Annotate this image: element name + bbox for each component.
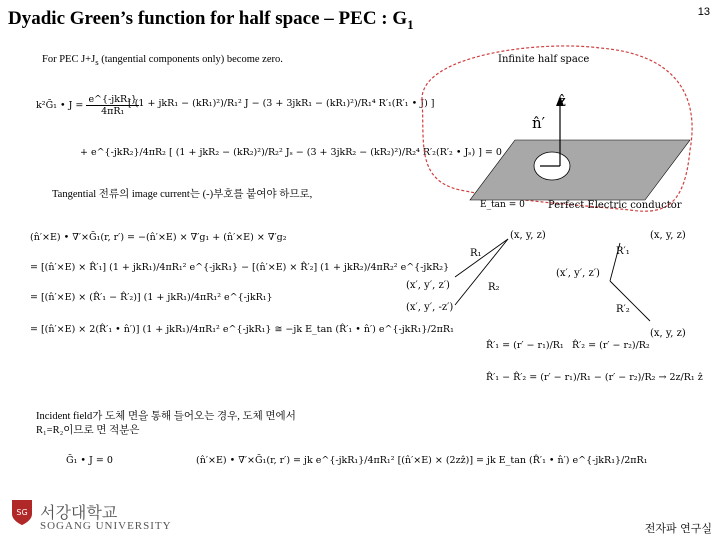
university-korean-name: 서강대학교 <box>40 503 118 522</box>
half-space-diagram <box>400 40 700 220</box>
r2-label: R₂ <box>488 282 500 293</box>
r2p-line <box>610 281 650 321</box>
r1p-label: R′₁ <box>616 246 630 257</box>
equation-4: = [(n̂′×E) × R̂′₁] (1 + jkR₁)/4πR₁² e^{-jkR₁} − [(n̂′×E) × R̂′₂] (1 + jkR₂)/4πR₂² e^{-jkR₂} <box>30 262 450 273</box>
page-number: 13 <box>697 6 710 18</box>
xyz-prime-label-2: (x′, y′, z′) <box>556 268 600 279</box>
university-name: SOGANG UNIVERSITY <box>40 520 172 532</box>
university-seal-icon <box>10 498 34 526</box>
n-prime-label: n̂′ <box>532 114 546 132</box>
incident-note-1: Incident field가 도체 면을 통해 들어오는 경우, 도체 면에서 <box>36 411 296 422</box>
equation-7: Ḡ₁ • J = 0 <box>66 455 113 466</box>
z-label: ẑ <box>558 92 566 110</box>
r2p-label: R′₂ <box>616 304 630 315</box>
xyz-label-3: (x, y, z) <box>650 328 686 339</box>
lab-name: 전자파 연구실 <box>644 522 712 535</box>
equation-8: (n̂′×E) • ∇′×Ḡ₁(r, r′) = jk e^{-jkR₁}/4πR₁² [(n̂′×E) × (2zẑ)] = jk E_tan (R̂′₁ • n̂′) e^{-jkR₁}/2πR₁ <box>196 455 648 466</box>
page-title: Dyadic Green’s function for half space – PEC : $G_1$ <box>8 8 414 32</box>
xyz-prime-label: (x′, y′, z′) <box>406 280 450 291</box>
r1-label: R₁ <box>470 248 482 259</box>
equation-2: + e^{-jkR₂}/4πR₂ [ (1 + jkR₂ − (kR₂)²)/R₂² Jₛ − (3 + 3jkR₂ − (kR₂)²)/R₂⁴ R′₂(R′₂ • Jₛ) ] = 0 <box>80 147 502 158</box>
pec-note: For PEC $J+J_s$ (tangential components only) become zero. <box>42 54 283 68</box>
xyz-label-2: (x, y, z) <box>650 230 686 241</box>
r1hat-eq: R̂′₁ = (r′ − r₁)/R₁ <box>486 340 564 351</box>
incident-note-2: R₁=R₂이므로 면 적분은 <box>36 425 140 436</box>
etan-label: E_tan = 0 <box>480 200 525 210</box>
r2hat-eq: R̂′₂ = (r′ − r₂)/R₂ <box>572 340 650 351</box>
infinite-label: Infinite half space <box>498 54 590 65</box>
pec-plane <box>470 140 690 200</box>
equation-6: = [(n̂′×E) × 2(R̂′₁ • n̂′)] (1 + jkR₁)/4πR₁² e^{-jkR₁} ≅ −jk E_tan (R̂′₁ • n̂′) e^{-jkR₁}/2πR₁ <box>30 324 454 335</box>
equation-3: (n̂′×E) • ∇′×Ḡ₁(r, r′) = −(n̂′×E) × ∇′g₁ + (n̂′×E) × ∇′g₂ <box>30 232 287 243</box>
rdiff-eq: R̂′₁ − R̂′₂ = (r′ − r₁)/R₁ − (r′ − r₂)/R₂ → 2z/R₁ ẑ <box>486 372 703 383</box>
equation-1-bracket: [ (1 + jkR₁ − (kR₁)²)/R₁² J − (3 + 3jkR₁ − (kR₁)²)/R₁⁴ R′₁(R′₁ • J) ] <box>128 98 435 109</box>
xyz-minus-label: (x′, y′, -z′) <box>406 302 454 313</box>
tangential-note: Tangential 전류의 image current는 (-)부호를 붙여야 하므로, <box>52 189 313 200</box>
pec-label: Perfect Electric conductor <box>548 200 682 211</box>
equation-1: k²Ḡ₁ • J = $\frac{\text{e\textasciicircum{}\{-jkR₁\}}}{\text{4πR₁}}$ <box>36 94 137 117</box>
equation-5: = [(n̂′×E) × (R̂′₁ − R̂′₂)] (1 + jkR₁)/4πR₁² e^{-jkR₁} <box>30 292 273 303</box>
xyz-label: (x, y, z) <box>510 230 546 241</box>
svg-text:SG: SG <box>16 508 28 517</box>
